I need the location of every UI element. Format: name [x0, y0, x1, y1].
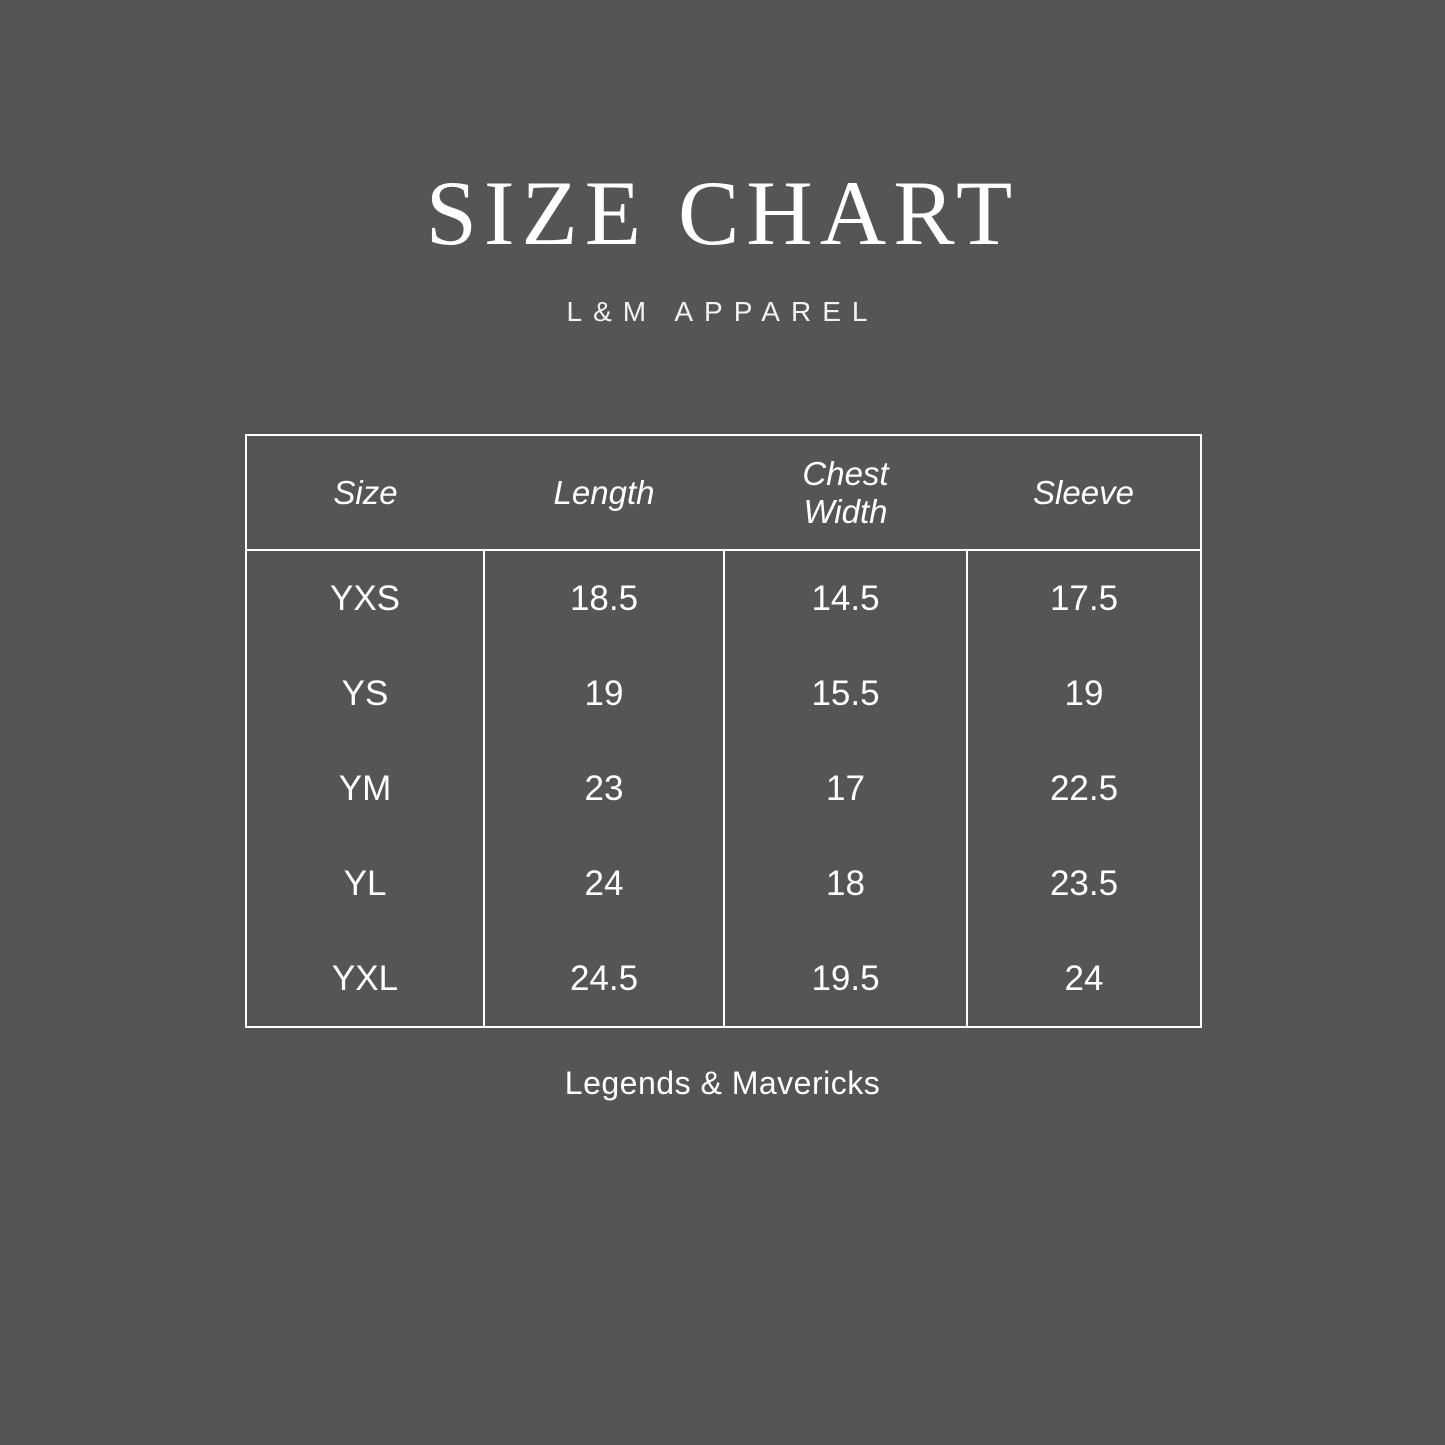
cell-length: 18.5: [484, 550, 724, 646]
cell-sleeve: 17.5: [967, 550, 1201, 646]
cell-chest-width: 17: [724, 741, 967, 836]
cell-chest-width: 19.5: [724, 931, 967, 1027]
cell-sleeve: 22.5: [967, 741, 1201, 836]
page-title: SIZE CHART: [425, 162, 1020, 264]
page-subtitle: L&M APPAREL: [566, 296, 879, 327]
column-header-chest-width: [724, 435, 967, 550]
cell-chest-width: 18: [724, 836, 967, 931]
cell-length: 19: [484, 646, 724, 741]
size-chart-table-wrapper: [245, 434, 1200, 1028]
cell-length: 23: [484, 741, 724, 836]
table-row: [246, 741, 1201, 836]
cell-sleeve: 23.5: [967, 836, 1201, 931]
cell-length: 24: [484, 836, 724, 931]
table-header-row: [246, 435, 1201, 550]
column-header-chest-width-line2: Width: [803, 492, 888, 530]
cell-sleeve: 24: [967, 931, 1201, 1027]
table-header: [246, 435, 1201, 550]
size-chart-table: [245, 434, 1202, 1028]
cell-size: YXS: [246, 550, 484, 646]
cell-length: 24.5: [484, 931, 724, 1027]
table-row: [246, 646, 1201, 741]
column-header-chest-width-line1: Chest: [802, 454, 889, 492]
table-body: [246, 550, 1201, 1027]
column-header-size: Size: [246, 435, 484, 550]
brand-footer: Legends & Mavericks: [564, 1065, 881, 1101]
cell-size: YM: [246, 741, 484, 836]
cell-sleeve: 19: [967, 646, 1201, 741]
cell-chest-width: 15.5: [724, 646, 967, 741]
cell-size: YS: [246, 646, 484, 741]
cell-size: YXL: [246, 931, 484, 1027]
column-header-length: Length: [484, 435, 724, 550]
cell-size: YL: [246, 836, 484, 931]
cell-chest-width: 14.5: [724, 550, 967, 646]
column-header-sleeve: Sleeve: [967, 435, 1201, 550]
table-row: [246, 931, 1201, 1027]
table-row: [246, 550, 1201, 646]
table-row: [246, 836, 1201, 931]
